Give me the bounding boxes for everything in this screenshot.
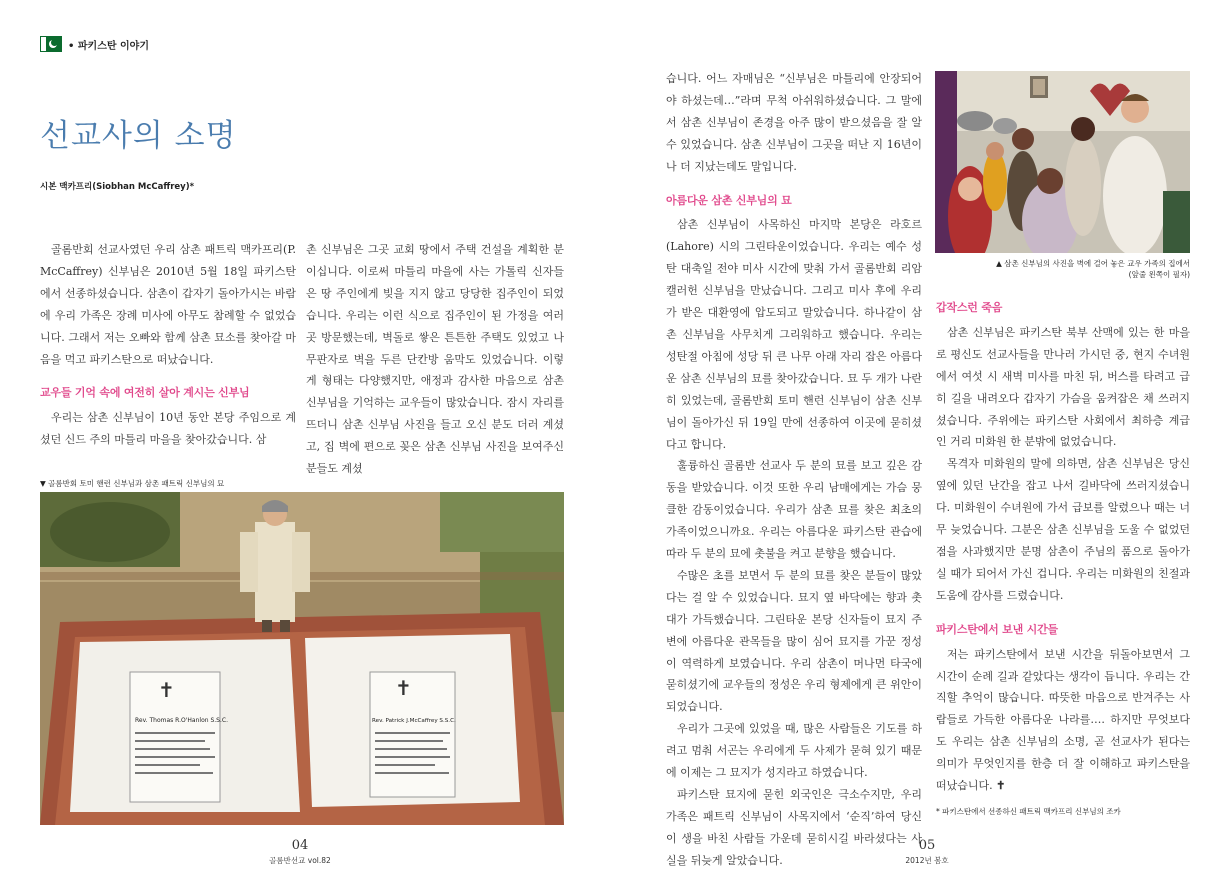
page-number-left: 04: [291, 838, 309, 853]
magazine-issue: 골롬반선교 vol.82: [269, 856, 331, 865]
grave-photo-illustration: [40, 492, 564, 825]
paragraph: [936, 644, 1190, 797]
grave-photo: [40, 492, 564, 825]
paragraph: 파키스탄 묘지에 묻힌 외국인은 극소수지만, 우리 가족은 패트릭 신부님이 사목지에서 ‘순직’하여 당신이 생을 바친 사람들 가운데 묻히시길 바라셨다는 사실을 뒤늦게 알았습니다.: [666, 788, 922, 867]
tombstone-left-text: Rev. Thomas R.O'Hanlon S.S.C.: [135, 717, 228, 724]
text-column-2: [306, 239, 564, 480]
grave-photo-caption: ▼ 골롬반회 토미 핸런 신부님과 삼촌 패트릭 신부님의 묘: [40, 479, 225, 488]
page-number-right: 05: [918, 838, 936, 853]
subheading: 파키스탄에서 보낸 시간들: [936, 622, 1058, 636]
section-label: • 파키스탄 이야기: [68, 40, 149, 52]
end-mark-icon: ✝: [996, 779, 1006, 793]
paragraph: 목격자 미화원의 말에 의하면, 삼촌 신부님은 당신 옆에 있던 난간을 잡고 나서 길바닥에 쓰러지셨습니다. 미화원이 수녀원에 가서 급보를 알렸으나 때는 너무 늦었습니다. 그분은 삼촌 신부님을 도울 수 없었던 점을 사과했지만 분명 삼촌이 주님의 품으로 돌아가실 때가 되어서 가신 겁니다. 우리는 미화원의 친절과 도움에 감사를 드렸습니다.: [936, 457, 1190, 602]
paragraph: 수많은 초를 보면서 두 분의 묘를 찾은 분들이 많았다는 걸 알 수 있었습니다. 묘지 옆 바닥에는 향과 촛대가 가득했습니다. 그린타운 본당 신자들이 묘지 주변에 아름다운 관목들을 많이 심어 묘지를 가꾼 정성이 역력하게 보였습니다. 우리 삼촌이 머나먼 타국에 묻히셨기에 교우들의 정성은 우리 형제에게 큰 위안이 되었습니다.: [666, 568, 922, 714]
section-header: [40, 36, 149, 52]
subheading: 아름다운 삼촌 신부님의 묘: [666, 193, 792, 207]
family-photo-illustration: [935, 71, 1190, 253]
paragraph: 촌 신부님은 그곳 교회 땅에서 주택 건설을 계획한 분이십니다. 이로써 마틀리 마을에 사는 가톨릭 신자들은 땅 주인에게 빚을 지지 않고 당당한 집주인이 되었습니다. 우리는 이런 식으로 집주인이 된 가정을 여러 곳 방문했는데, 벽돌로 쌓은 튼튼한 주택도 있었고 나무판자로 벽을 두른 단칸방 움막도 있었습니다. 이렇게 형태는 다양했지만, 애정과 감사한 마음으로 삼촌 신부님을 기억하는 교우들이 많았습니다. 잠시 자리를 뜨더니 삼촌 신부님 사진을 들고 오신 분도 더러 계셨고, 집 벽에 편으로 꽂은 삼촌 신부님 사진을 보여주신 분들도 계셨: [306, 243, 564, 476]
svg-text:✝: ✝: [395, 676, 412, 700]
paragraph: 우리는 삼촌 신부님이 10년 동안 본당 주임으로 계셨던 신드 주의 마틀리 마을을 찾아갔습니다. 삼: [40, 411, 296, 447]
paragraph-text: 저는 파키스탄에서 보낸 시간을 뒤돌아보면서 그 시간이 순례 길과 같았다는 생각이 듭니다. 우리는 간직할 추억이 많습니다. 따뜻한 마음으로 반겨주는 사람들로 가득한 아름다운 나라를…. 하지만 무엇보다도 우리는 삼촌 신부님의 소명, 곧 선교사가 된다는 의미가 무엇인지를 한층 더 잘 이해하고 파키스탄을 떠났습니다.: [936, 647, 1190, 793]
magazine-season: 2012년 봄호: [905, 856, 949, 865]
family-photo-caption: [936, 258, 1190, 280]
subheading: 갑작스런 죽음: [936, 301, 1003, 314]
caption-line: ▲ 삼촌 신부님의 사진을 벽에 걸어 놓은 교우 가족의 집에서: [996, 259, 1190, 268]
subheading: 교우들 기억 속에 여전히 살아 계시는 신부님: [40, 386, 250, 400]
paragraph: 삼촌 신부님이 사목하신 마지막 본당은 라호르(Lahore) 시의 그린타운이었습니다. 우리는 예수 성탄 대축일 전야 미사 시간에 맞춰 가서 골롬반회 리암 캘러헌 신부님을 만났습니다. 그리고 미사 후에 우리가 받은 대환영에 압도되고 말았습니다. 하나같이 삼촌 신부님을 사무치게 그리워하고 했습니다. 우리는 성탄절 아침에 성당 뒤 큰 나무 아래 자리 잡은 아름다운 삼촌 신부님의 묘를 찾아갔습니다. 묘 두 개가 나란히 있었는데, 골롬반회 토미 핸런 신부님이 삼촌 신부님이 돌아가신 뒤 19일 만에 선종하여 이곳에 묻히셨다고 합니다.: [666, 218, 922, 451]
paragraph: 습니다. 어느 자매님은 “신부님은 마틀리에 안장되어야 하셨는데…”라며 무척 아쉬워하셨습니다. 그 말에서 삼촌 신부님이 존경을 아주 많이 받으셨음을 잘 알 수 있었습니다. 삼촌 신부님이 그곳을 떠난 지 16년이나 더 지났는데도 말입니다.: [666, 72, 922, 173]
family-photo: [935, 71, 1190, 253]
tombstone-right-text: Rev. Patrick J.McCaffrey S.S.C.: [372, 718, 456, 724]
text-column-1: [40, 239, 296, 451]
caption-line: (앞줄 왼쪽이 필자): [1128, 270, 1190, 279]
pakistan-flag-icon: [40, 36, 62, 52]
article-title: 선교사의 소명: [40, 118, 237, 154]
paragraph: 훌륭하신 골롬반 선교사 두 분의 묘를 보고 깊은 감동을 받았습니다. 이것 또한 우리 남매에게는 가슴 뭉클한 감동이었습니다. 우리가 삼촌 묘를 찾은 최초의 가족이었으니까요. 우리는 아름다운 파키스탄 관습에 따라 두 분의 묘에 촛불을 켜고 분향을 했습니다.: [666, 459, 922, 561]
paragraph: 우리가 그곳에 있었을 때, 많은 사람들은 기도를 하려고 멈춰 서곤는 우리에게 두 사제가 묻혀 있기 때문에 이제는 그 묘지가 성지라고 하였습니다.: [666, 722, 922, 780]
paragraph: 골롬반회 선교사였던 우리 삼촌 패트릭 맥카프리(P. McCaffrey) 신부님은 2010년 5월 18일 파키스탄에서 선종하셨습니다. 삼촌이 갑자기 돌아가시는 바람에 우리 가족은 장례 미사에 아무도 참례할 수 없었습니다. 그래서 저는 오빠와 함께 삼촌 묘소를 찾아갈 마음을 먹고 파키스탄으로 떠났습니다.: [40, 243, 296, 366]
svg-text:✝: ✝: [158, 678, 175, 702]
text-column-4: [936, 297, 1190, 797]
author-footnote: * 파키스탄에서 선종하신 패트릭 맥카프리 신부님의 조카: [936, 807, 1121, 816]
article-author: 시본 맥카프리(Siobhan McCaffrey)*: [40, 182, 195, 192]
paragraph: 삼촌 신부님은 파키스탄 북부 산맥에 있는 한 마을로 평신도 선교사들을 만나러 가시던 중, 현지 수녀원에서 여섯 시 새벽 미사를 마친 뒤, 버스를 타려고 급히 길을 내려오다 갑자기 가슴을 움켜잡은 채 쓰러지셨습니다. 주위에는 파키스탄 사회에서 최하층 계급인 거리 미화원 한 분밖에 없었습니다.: [936, 325, 1190, 449]
text-column-3: [666, 68, 922, 872]
